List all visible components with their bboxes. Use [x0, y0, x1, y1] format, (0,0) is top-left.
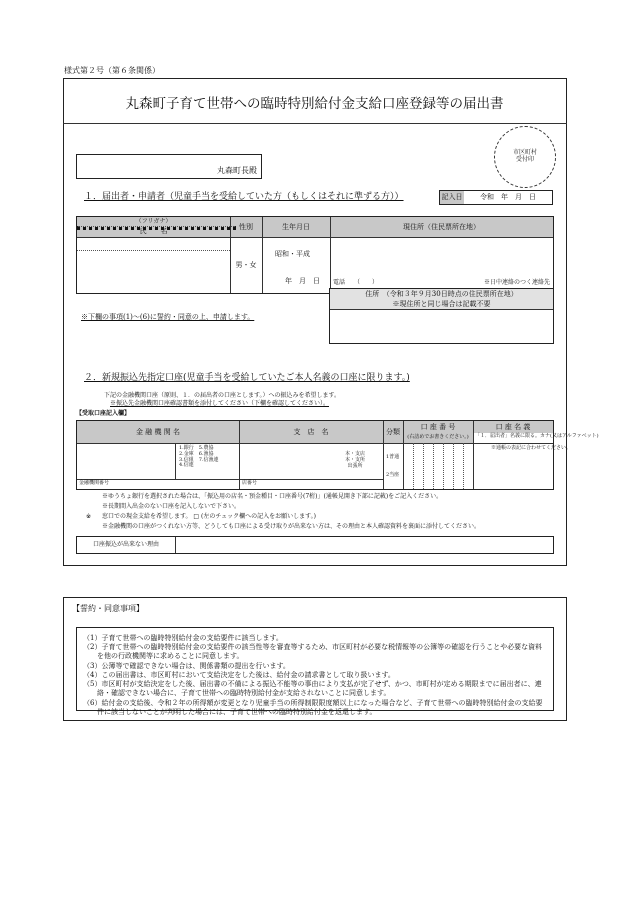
bank-header: 金 融 機 関 名: [136, 427, 180, 436]
prev-address-label: 住所 （令和３年９月30日時点の住民票所在地）: [365, 289, 518, 298]
consent-list: [76, 627, 554, 716]
account-label: 【受取口座記入欄】: [76, 410, 131, 417]
name-field[interactable]: [77, 251, 230, 293]
consent-item: （5）市区町村が支給決定をした後、届出書の不備による振込不能等の事由により支払が完了せず、かつ、市町村が定める期限までに届出者に、連絡・確認できない場合に、子育て世帯への臨時特別給付金が支給されないことに同意します。: [83, 680, 542, 698]
prev-address-box[interactable]: [329, 288, 554, 344]
bank-code[interactable]: 金融機関番号: [79, 480, 110, 486]
cash-payment-option[interactable]: 窓口での現金支給を希望します。 □ (左のチェック欄への記入をお願いします。): [102, 513, 317, 520]
name-header: 氏 名: [139, 227, 168, 236]
consent-item: （6）給付金の支給後、令和２年の所得額が変更となり児童手当の所得制限限度額以上になった場合など、子育て世帯への臨時特別給付金の支給要件に該当しないことが判明した場合には、子育て世帯への臨時特別給付金を返還します。: [83, 698, 543, 716]
prev-address-note: ※現住所と同じ場合は記載不要: [392, 299, 491, 308]
date-box[interactable]: [439, 190, 553, 205]
contact-note: ※日中連絡のつく連絡先: [483, 279, 550, 286]
applicant-table: [76, 216, 554, 294]
title-divider: [63, 123, 567, 124]
date-value: 令和 年 月 日: [480, 193, 536, 202]
holder-note2: ※通帳の表記に合わせてください。: [491, 445, 572, 451]
account-number-field[interactable]: [404, 444, 472, 489]
section2-note3: ※ゆうちょ銀行を選択された場合は、「振込用の店名・預金種目・口座番号(7桁)」(通帳見開き下部に記載)をご記入ください。: [102, 493, 443, 500]
addressee-box: [76, 154, 262, 179]
date-label: 記入日: [440, 191, 464, 204]
section2-note6: ※金融機関の口座がつくれない方等、どうしても口座による受け取りが出来ない方は、その理由と本人確認資料を裏面に添付してください。: [102, 523, 481, 530]
furigana-header: （フリガナ）: [135, 217, 172, 225]
bank-types[interactable]: 1.銀行 5.農協 2.金庫 6.漁協 3.信組 7.信漁連 4.信連: [179, 445, 219, 469]
account-no-header: 口 座 番 号: [420, 422, 456, 431]
gender-header: 性別: [239, 222, 253, 231]
form-label: 様式第２号（第６条関係）: [64, 66, 160, 75]
pledge-line: ※下欄の事項(1)～(6)に誓約・同意の上、申請します。: [81, 313, 255, 321]
section2-note4: ※長期間入出金のない口座を記入しないで下さい。: [102, 503, 241, 510]
gender-field[interactable]: 男・女: [235, 260, 257, 269]
no-account-label: 口座振込が出来ない理由: [92, 540, 159, 548]
branch-types[interactable]: 本・支店 本・支所 出張所: [345, 451, 366, 469]
no-account-box[interactable]: [76, 536, 554, 554]
account-table: [76, 420, 599, 490]
form-title: 丸森町子育て世帯への臨時特別給付金支給口座登録等の届出書: [125, 95, 504, 112]
furigana-field[interactable]: [77, 238, 230, 250]
section2-note1: 下記の金融機関口座（原則、１．の届出者の口座とします。）への振込みを希望します。: [104, 392, 341, 399]
section1-heading: １．届出者・申請者（児童手当を受給していた方（もしくはそれに準ずる方））: [84, 192, 404, 202]
birth-date[interactable]: 年 月 日: [285, 277, 320, 285]
consent-item: （2）子育て世帯への臨時特別給付金の支給要件の該当性等を審査等するため、市区町村が必要な税情報等の公簿等の確認を行うことや必要な資料を他の行政機関等に求めることに同意します。: [83, 643, 543, 661]
addressee: 丸森町長殿: [217, 166, 257, 175]
address-header: 現住所（住民票所在地）: [403, 222, 480, 231]
holder-header: 口 座 名 義: [495, 422, 531, 431]
birth-era[interactable]: 昭和・平成: [275, 250, 310, 258]
phone-field[interactable]: 電話 （ ）: [333, 279, 379, 286]
birth-header: 生年月日: [282, 222, 310, 231]
branch-code[interactable]: 店番号: [242, 480, 258, 486]
section2-heading: ２．新規振込先指定口座(児童手当を受給していたご本人名義の口座に限ります。): [84, 373, 410, 383]
reception-stamp: 市区町村 受付印: [494, 126, 556, 188]
category-header: 分類: [386, 427, 400, 436]
consent-heading: 【誓約・同意事項】: [72, 604, 144, 613]
category-ordinary[interactable]: 1普通: [386, 454, 400, 460]
section2-note2: ※振込先金融機関口座確認書類を添付してください（下欄を確認してください）。: [110, 400, 330, 407]
consent-item: （1）子育て世帯への臨時特別給付金の支給要件に該当します。: [83, 634, 283, 642]
address-field[interactable]: [331, 238, 553, 274]
consent-items: [83, 634, 549, 717]
consent-item: （4）この届出書は、市区町村において支給決定をした後は、給付金の請求書として取り扱います。: [83, 670, 395, 679]
consent-item: （3）公簿等で確認できない場合は、関係書類の提出を行います。: [83, 661, 290, 670]
holder-field[interactable]: [474, 453, 553, 489]
account-no-sub: (右詰めでお書きください。): [407, 434, 469, 441]
section2-note5-mark: ※: [86, 513, 92, 520]
branch-header: 支 店 名: [293, 427, 329, 436]
category-current[interactable]: 2当座: [386, 472, 400, 478]
holder-note1: 「１．届出者」名義に限る。カナ(又はアルファベット): [475, 433, 599, 439]
